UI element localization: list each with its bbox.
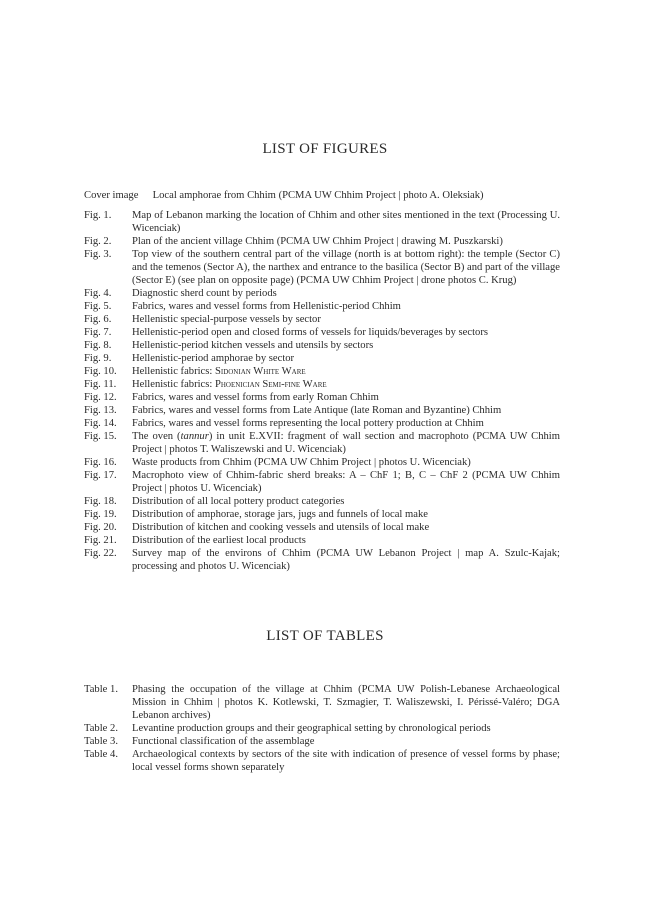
figure-entry-text — [132, 248, 560, 287]
figure-entry-label: Fig. 17. — [84, 470, 117, 481]
figure-entry — [84, 326, 560, 339]
figure-entry-text — [132, 547, 560, 573]
table-entry — [84, 683, 560, 722]
table-entry-caption: Phasing the occupation of the village at Chhim (PCMA UW Polish-Lebanese Archaeological Mission in Chhim | photos K. Kotlewski, T. Szmagier, T. Waliszewski, I. Périssé-Valéro; DGA Lebanon archives) — [132, 684, 560, 721]
figure-entry-caption: Plan of the ancient village Chhim (PCMA UW Chhim Project | drawing M. Puszkarski) — [132, 236, 503, 247]
figure-entry-caption: Distribution of all local pottery product categories — [132, 496, 345, 507]
figure-entry-caption: Hellenistic fabrics: — [132, 366, 215, 377]
figure-entry-ware-name: Phoenician Semi-fine Ware — [214, 379, 327, 390]
figure-entry — [84, 287, 560, 300]
cover-image-entry — [84, 189, 564, 202]
figure-entry-caption: Fabrics, wares and vessel forms from Late Antique (late Roman and Byzantine) Chhim — [132, 405, 502, 416]
figure-entry-italic-term: tannur — [180, 431, 209, 442]
figure-entry — [84, 456, 560, 469]
figure-entry-ware-name: Sidonian White Ware — [214, 366, 306, 377]
figure-entry-label: Fig. 16. — [84, 457, 117, 468]
figure-entry-text — [132, 521, 560, 534]
figure-entry-caption: Distribution of kitchen and cooking vessels and utensils of local make — [132, 522, 430, 533]
figure-entry-text-pre: The oven ( — [132, 431, 181, 442]
figure-entry-label: Fig. 22. — [84, 548, 117, 559]
figure-entry-caption: Hellenistic special-purpose vessels by sector — [132, 314, 321, 325]
figure-entry-label: Fig. 2. — [84, 236, 112, 247]
table-entry-text — [132, 748, 560, 774]
figure-entry-text — [132, 430, 560, 456]
figure-entry-text — [132, 235, 560, 248]
table-entry-text — [132, 683, 560, 722]
figure-entry — [84, 209, 560, 235]
figure-entry-caption: Top view of the southern central part of the village (north is at bottom right): the temple (Sector C) and the temenos (Sector A), the narthex and entrance to the basilica (Sector B) and part of the village (Sector E) (see plan on opposite page) (PCMA UW Chhim Project | drone photos C. Krug) — [132, 249, 561, 286]
figure-entry-caption: Distribution of the earliest local products — [132, 535, 306, 546]
figure-entry — [84, 352, 560, 365]
figure-entry-text — [132, 495, 560, 508]
table-entry-text — [132, 735, 560, 748]
table-entry-label: Table 4. — [84, 749, 118, 760]
table-entry-caption: Archaeological contexts by sectors of the site with indication of presence of vessel forms by phase; local vessel forms shown separately — [132, 749, 560, 773]
figure-entry — [84, 417, 560, 430]
figure-entry-label: Fig. 3. — [84, 249, 112, 260]
figure-entry — [84, 547, 560, 573]
figure-entry-label: Fig. 6. — [84, 314, 112, 325]
figure-entry-text — [132, 508, 560, 521]
figure-entry-caption: Hellenistic fabrics: — [132, 379, 215, 390]
cover-image-text: Local amphorae from Chhim (PCMA UW Chhim Project | photo A. Oleksiak) — [152, 190, 484, 201]
figure-entry-label: Fig. 10. — [84, 366, 117, 377]
figure-entry — [84, 521, 560, 534]
figure-entry-text — [132, 365, 560, 378]
figure-entry-text — [132, 300, 560, 313]
figure-entry-label: Fig. 11. — [84, 379, 117, 390]
figure-entry-caption: Distribution of amphorae, storage jars, jugs and funnels of local make — [132, 509, 428, 520]
figure-entry — [84, 430, 560, 456]
figure-entry-caption: Fabrics, wares and vessel forms representing the local pottery production at Chhim — [132, 418, 484, 429]
figure-entry-text — [132, 417, 560, 430]
figure-entry-label: Fig. 19. — [84, 509, 117, 520]
figure-entry — [84, 248, 560, 287]
figure-entry-text — [132, 378, 560, 391]
figure-entry — [84, 404, 560, 417]
figure-entry-caption: Map of Lebanon marking the location of Chhim and other sites mentioned in the text (Processing U. Wicenciak) — [132, 210, 560, 234]
figure-entry-caption: Fabrics, wares and vessel forms from early Roman Chhim — [132, 392, 379, 403]
figure-entry-text — [132, 391, 560, 404]
figure-entry — [84, 508, 560, 521]
table-entry-label: Table 3. — [84, 736, 118, 747]
figure-entry-text — [132, 352, 560, 365]
figure-entry — [84, 534, 560, 547]
figure-entry-text — [132, 339, 560, 352]
figure-entry — [84, 378, 560, 391]
figure-entry-caption: Waste products from Chhim (PCMA UW Chhim Project | photos U. Wicenciak) — [132, 457, 471, 468]
figure-entry-label: Fig. 13. — [84, 405, 117, 416]
table-entry-caption: Levantine production groups and their geographical setting by chronological periods — [132, 723, 491, 734]
figure-entry-label: Fig. 18. — [84, 496, 117, 507]
tables-list — [84, 683, 560, 774]
figure-entry-label: Fig. 8. — [84, 340, 112, 351]
figure-entry-caption: Diagnostic sherd count by periods — [132, 288, 277, 299]
list-of-figures-heading: LIST OF FIGURES — [262, 141, 388, 157]
figure-entry-text — [132, 209, 560, 235]
list-of-tables-heading: LIST OF TABLES — [266, 628, 384, 644]
figure-entry-caption: Hellenistic-period open and closed forms of vessels for liquids/beverages by sectors — [132, 327, 488, 338]
figure-entry-text — [132, 534, 560, 547]
figure-entry-text — [132, 469, 560, 495]
figure-entry-label: Fig. 21. — [84, 535, 117, 546]
figures-list — [84, 209, 560, 573]
table-entry-caption: Functional classification of the assemblage — [132, 736, 315, 747]
cover-image-label: Cover image — [84, 190, 139, 201]
figure-entry — [84, 495, 560, 508]
table-entry — [84, 722, 560, 735]
table-entry — [84, 735, 560, 748]
figure-entry — [84, 339, 560, 352]
figure-entry-caption: Survey map of the environs of Chhim (PCMA UW Lebanon Project | map A. Szulc-Kajak; processing and photos U. Wicenciak) — [132, 548, 560, 572]
figure-entry-caption: ) in unit E.XVII: fragment of wall section and macrophoto (PCMA UW Chhim Project | photos T. Waliszewski and U. Wicenciak) — [132, 431, 560, 455]
figure-entry-text — [132, 456, 560, 469]
figure-entry-caption: Macrophoto view of Chhim-fabric sherd breaks: A – ChF 1; B, C – ChF 2 (PCMA UW Chhim Project | photos U. Wicenciak) — [132, 470, 560, 494]
figure-entry-label: Fig. 4. — [84, 288, 112, 299]
figure-entry-text — [132, 404, 560, 417]
table-entry-label: Table 1. — [84, 684, 118, 695]
figure-entry-label: Fig. 1. — [84, 210, 112, 221]
figure-entry-label: Fig. 5. — [84, 301, 112, 312]
figure-entry-text — [132, 326, 560, 339]
figure-entry-label: Fig. 7. — [84, 327, 112, 338]
table-entry — [84, 748, 560, 774]
figure-entry-caption: Hellenistic-period amphorae by sector — [132, 353, 295, 364]
figure-entry-caption: Fabrics, wares and vessel forms from Hellenistic-period Chhim — [132, 301, 401, 312]
figure-entry — [84, 391, 560, 404]
figure-entry-text — [132, 313, 560, 326]
figure-entry-caption: Hellenistic-period kitchen vessels and utensils by sectors — [132, 340, 374, 351]
figure-entry-label: Fig. 12. — [84, 392, 117, 403]
figure-entry-text — [132, 287, 560, 300]
figure-entry — [84, 300, 560, 313]
figure-entry-label: Fig. 20. — [84, 522, 117, 533]
table-entry-text — [132, 722, 560, 735]
figure-entry — [84, 365, 560, 378]
figure-entry — [84, 313, 560, 326]
figure-entry — [84, 469, 560, 495]
figure-entry-label: Fig. 14. — [84, 418, 117, 429]
figure-entry-label: Fig. 9. — [84, 353, 112, 364]
figure-entry — [84, 235, 560, 248]
table-entry-label: Table 2. — [84, 723, 118, 734]
figure-entry-label: Fig. 15. — [84, 431, 117, 442]
